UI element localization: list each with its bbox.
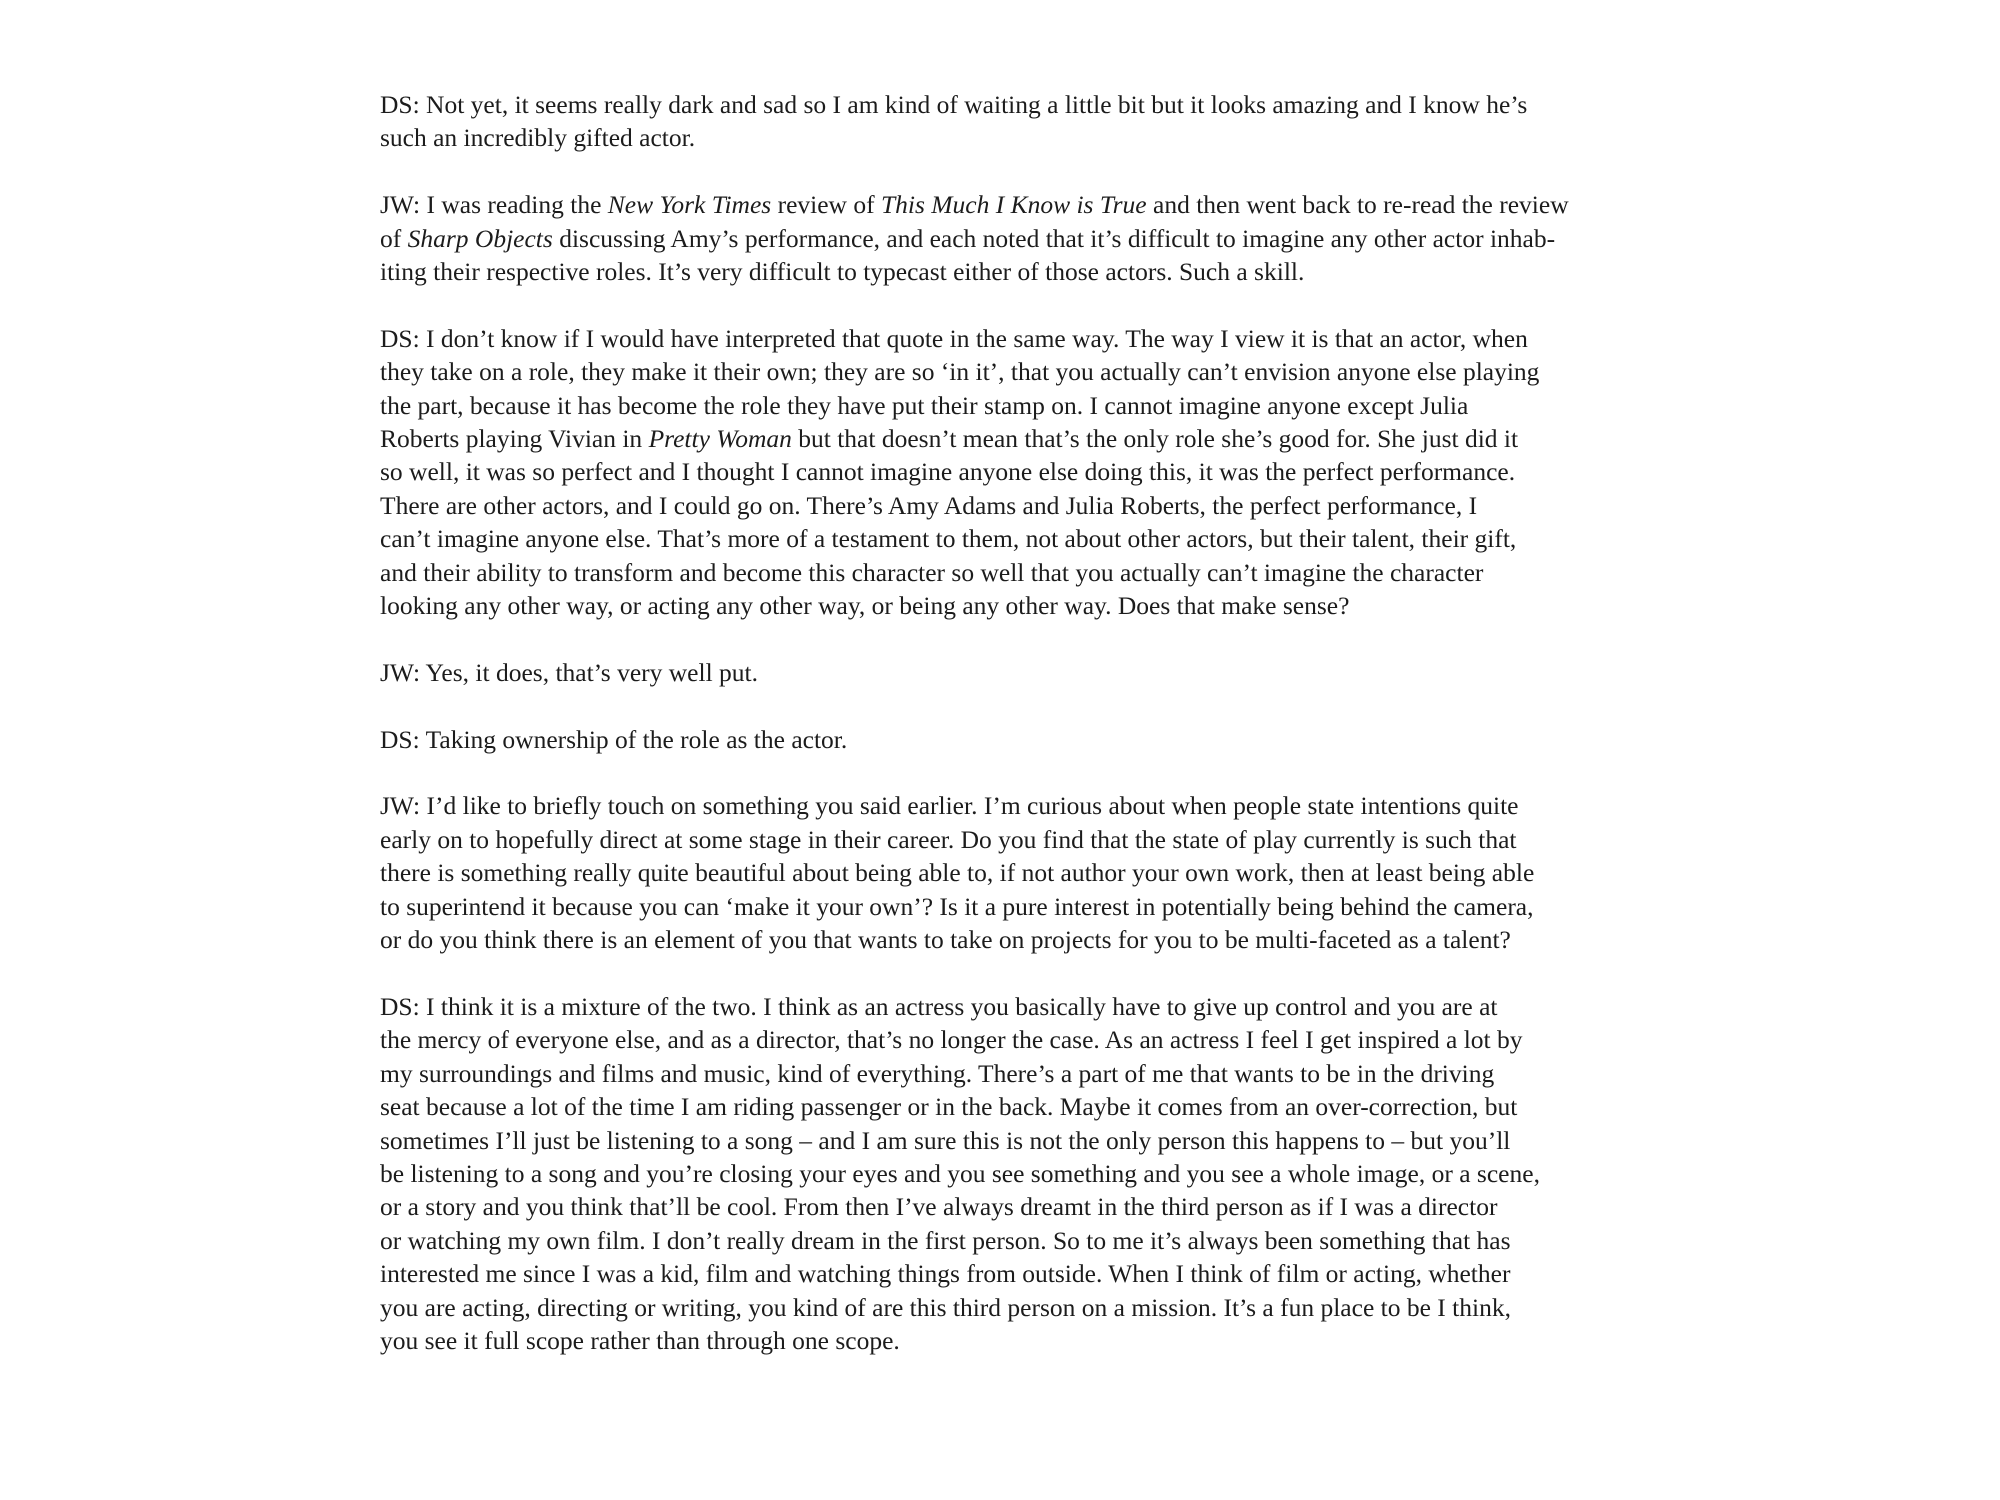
text-line xyxy=(380,1023,1642,1056)
text-line xyxy=(380,856,1642,889)
interview-paragraph xyxy=(380,188,1642,288)
text-line xyxy=(380,121,1642,154)
text-line xyxy=(380,556,1642,589)
text-segment: JW: Yes, it does, that’s very well put. xyxy=(380,657,758,687)
text-line xyxy=(380,522,1642,555)
text-segment: and then went back to re-read the review xyxy=(1146,190,1569,220)
italic-title: New York Times xyxy=(607,190,772,220)
text-segment: sometimes I’ll just be listening to a song – and I am sure this is not the only person this happens to – but you’ll xyxy=(380,1125,1511,1155)
italic-title: This Much I Know is True xyxy=(880,190,1147,220)
text-line xyxy=(380,1224,1642,1257)
text-segment: iting their respective roles. It’s very difficult to typecast either of those actors. Such a skill. xyxy=(380,257,1305,287)
italic-title: Sharp Objects xyxy=(407,223,553,253)
text-line xyxy=(380,1257,1642,1290)
text-line xyxy=(380,923,1642,956)
text-line xyxy=(380,890,1642,923)
interview-paragraph xyxy=(380,88,1642,155)
text-segment: my surroundings and films and music, kind of everything. There’s a part of me that wants to be in the driving xyxy=(380,1058,1495,1088)
text-segment: DS: I don’t know if I would have interpreted that quote in the same way. The way I view it is that an actor, when xyxy=(380,323,1528,353)
text-segment: you see it full scope rather than through one scope. xyxy=(380,1325,900,1355)
text-segment: interested me since I was a kid, film and watching things from outside. When I think of film or acting, whether xyxy=(380,1259,1511,1289)
text-segment: DS: I think it is a mixture of the two. I think as an actress you basically have to give up control and you are at xyxy=(380,991,1498,1021)
text-segment: and their ability to transform and become this character so well that you actually can’t imagine the character xyxy=(380,557,1484,587)
interview-text-body xyxy=(380,88,1642,1391)
text-line xyxy=(380,823,1642,856)
text-segment: JW: I’d like to briefly touch on something you said earlier. I’m curious about when people state intentions quite xyxy=(380,791,1519,821)
text-line xyxy=(380,489,1642,522)
text-line xyxy=(380,723,1642,756)
text-line xyxy=(380,255,1642,288)
text-segment: looking any other way, or acting any other way, or being any other way. Does that make sense? xyxy=(380,591,1350,621)
italic-title: Pretty Woman xyxy=(648,424,792,454)
interview-paragraph xyxy=(380,322,1642,623)
text-segment: there is something really quite beautiful about being able to, if not author your own work, then at least being able xyxy=(380,858,1535,888)
text-segment: of xyxy=(380,223,408,253)
text-segment: the part, because it has become the role they have put their stamp on. I cannot imagine anyone except Julia xyxy=(380,390,1469,420)
text-segment: so well, it was so perfect and I thought I cannot imagine anyone else doing this, it was the perfect performance. xyxy=(380,457,1516,487)
text-segment: you are acting, directing or writing, you kind of are this third person on a mission. It’s a fun place to be I think, xyxy=(380,1292,1511,1322)
text-segment: or a story and you think that’ll be cool. From then I’ve always dreamt in the third person as if I was a director xyxy=(380,1192,1498,1222)
text-segment: be listening to a song and you’re closing your eyes and you see something and you see a whole image, or a scene, xyxy=(380,1158,1540,1188)
text-segment: or do you think there is an element of you that wants to take on projects for you to be multi-faceted as a talent? xyxy=(380,925,1511,955)
text-segment: Roberts playing Vivian in xyxy=(380,424,649,454)
text-segment: discussing Amy’s performance, and each noted that it’s difficult to imagine any other actor inhab- xyxy=(552,223,1556,253)
text-segment: or watching my own film. I don’t really dream in the first person. So to me it’s always been something that has xyxy=(380,1225,1511,1255)
text-segment: seat because a lot of the time I am riding passenger or in the back. Maybe it comes from an over-correction, but xyxy=(380,1092,1518,1122)
text-line xyxy=(380,589,1642,622)
text-line xyxy=(380,88,1642,121)
text-line xyxy=(380,355,1642,388)
text-line xyxy=(380,389,1642,422)
text-line xyxy=(380,188,1642,221)
text-line xyxy=(380,1291,1642,1324)
text-segment: DS: Not yet, it seems really dark and sad so I am kind of waiting a little bit but it looks amazing and I know he’s xyxy=(380,90,1528,119)
interview-paragraph xyxy=(380,723,1642,756)
text-segment: JW: I was reading the xyxy=(380,190,608,220)
interview-paragraph xyxy=(380,656,1642,689)
text-segment: but that doesn’t mean that’s the only role she’s good for. She just did it xyxy=(791,424,1519,454)
text-segment: they take on a role, they make it their own; they are so ‘in it’, that you actually can’t envision anyone else playing xyxy=(380,357,1540,387)
text-segment: early on to hopefully direct at some stage in their career. Do you find that the state of play currently is such that xyxy=(380,824,1517,854)
text-segment: such an incredibly gifted actor. xyxy=(380,123,696,153)
text-line xyxy=(380,1157,1642,1190)
text-line xyxy=(380,422,1642,455)
text-segment: DS: Taking ownership of the role as the actor. xyxy=(380,724,848,754)
text-segment: the mercy of everyone else, and as a director, that’s no longer the case. As an actress I feel I get inspired a lot by xyxy=(380,1025,1523,1055)
text-line xyxy=(380,1324,1642,1357)
text-line xyxy=(380,656,1642,689)
text-line xyxy=(380,222,1642,255)
text-segment: review of xyxy=(771,190,881,220)
text-segment: There are other actors, and I could go on. There’s Amy Adams and Julia Roberts, the perfect performance, I xyxy=(380,490,1478,520)
text-line xyxy=(380,455,1642,488)
text-line xyxy=(380,1190,1642,1223)
interview-paragraph xyxy=(380,789,1642,956)
text-segment: can’t imagine anyone else. That’s more of a testament to them, not about other actors, but their talent, their gift, xyxy=(380,524,1517,554)
text-segment: to superintend it because you can ‘make it your own’? Is it a pure interest in potentially being behind the camera, xyxy=(380,891,1534,921)
text-line xyxy=(380,1124,1642,1157)
text-line xyxy=(380,789,1642,822)
text-line xyxy=(380,322,1642,355)
text-line xyxy=(380,990,1642,1023)
interview-paragraph xyxy=(380,990,1642,1357)
text-line xyxy=(380,1090,1642,1123)
text-line xyxy=(380,1057,1642,1090)
